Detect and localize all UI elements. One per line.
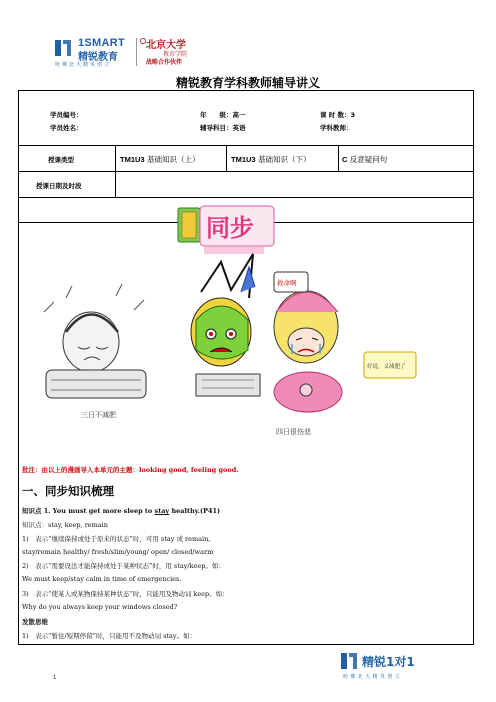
knowledge-line: 知识点：stay, keep, remain: [22, 521, 108, 529]
divergent-thinking-heading: 发散思维: [22, 618, 48, 626]
left-cartoon: [44, 284, 146, 419]
logo-tagline: 哈佛北大精英创立: [55, 62, 112, 68]
partner-label: 战略合作伙伴: [146, 59, 183, 66]
sync-sign: [178, 206, 274, 254]
svg-text:三日不减肥: 三日不减肥: [81, 411, 116, 419]
knowledge-point-heading: 知识点 1. You must get more sleep to stay healthy.(P41): [22, 507, 221, 515]
knowledge-line: We must keep/stay calm in time of emergencies.: [22, 575, 182, 583]
svg-text:四日很伤悲: 四日很伤悲: [276, 428, 311, 436]
pku-school: 教育学院: [163, 51, 188, 58]
footer-logo-icon: [340, 652, 358, 670]
table-rule: [18, 171, 474, 172]
footer-tagline: 哈佛北大精英创立: [343, 674, 403, 680]
knowledge-line: Why do you always keep your windows closed?: [22, 603, 178, 611]
lesson-type-cell-3: C 反意疑问句: [342, 155, 388, 164]
pku-name: 北京大学: [146, 40, 186, 51]
svg-text:同步: 同步: [206, 214, 254, 242]
svg-text:好说，又减肥了: 好说，又减肥了: [367, 364, 406, 370]
lesson-type-label: 授课类型: [48, 156, 74, 164]
lesson-type-cell-2: TM1U3 基础知识（下）: [231, 155, 311, 164]
hours-label: 课 时 数：3: [320, 111, 356, 119]
section-title: 一、同步知识梳理: [22, 484, 114, 498]
comic-illustration: [26, 202, 466, 452]
grade-label: 年 级：高一: [200, 111, 246, 119]
subject-label: 辅导科目：英语: [200, 124, 246, 132]
lesson-date-label: 授课日期及时段: [36, 182, 82, 190]
header-divider: [136, 38, 137, 66]
table-rule: [18, 197, 474, 198]
lesson-type-cell-1: TM1U3 基础知识（上）: [120, 155, 200, 164]
table-rule: [115, 145, 116, 197]
knowledge-line: 1) 表示“继续保持或处于原来的状态”时，可用 stay 或 remain。: [22, 535, 215, 543]
table-rule: [338, 145, 339, 171]
logo-chinese-name: 精锐教育: [78, 52, 118, 63]
annotation-note: 批注：由以上的漫画导入本单元的主题：looking good, feeling good.: [22, 466, 239, 474]
right-cartoon: [274, 272, 416, 436]
footer-brand: 精锐1对1: [362, 655, 415, 669]
teacher-label: 学科教师：: [320, 124, 353, 132]
document-title: 精锐教育学科教师辅导讲义: [175, 76, 320, 90]
knowledge-line: 3) 表示“使某人或某物保持某种状态”时，只能用及物动词 keep。如：: [22, 590, 229, 598]
table-rule: [18, 145, 474, 146]
smart-logo-icon: [53, 38, 73, 58]
knowledge-line: 2) 表示“需要设法才能保持或处于某种状态”时，用 stay/keep。如：: [22, 562, 225, 570]
center-cartoon: [191, 254, 260, 396]
knowledge-line: stay/remain healthy/ fresh/slim/young/ open/ closed/warm: [22, 548, 214, 556]
student-name-label: 学员姓名：: [50, 124, 83, 132]
student-number-label: 学员编号：: [50, 111, 83, 119]
page-number: 1: [53, 675, 57, 681]
svg-text:救命啊: 救命啊: [277, 279, 297, 287]
logo-english-name: 1SMART: [78, 37, 126, 49]
knowledge-line: 1) 表示“暂住/短期停留”时，只能用不及物动词 stay。如：: [22, 632, 197, 640]
table-rule: [226, 145, 227, 171]
